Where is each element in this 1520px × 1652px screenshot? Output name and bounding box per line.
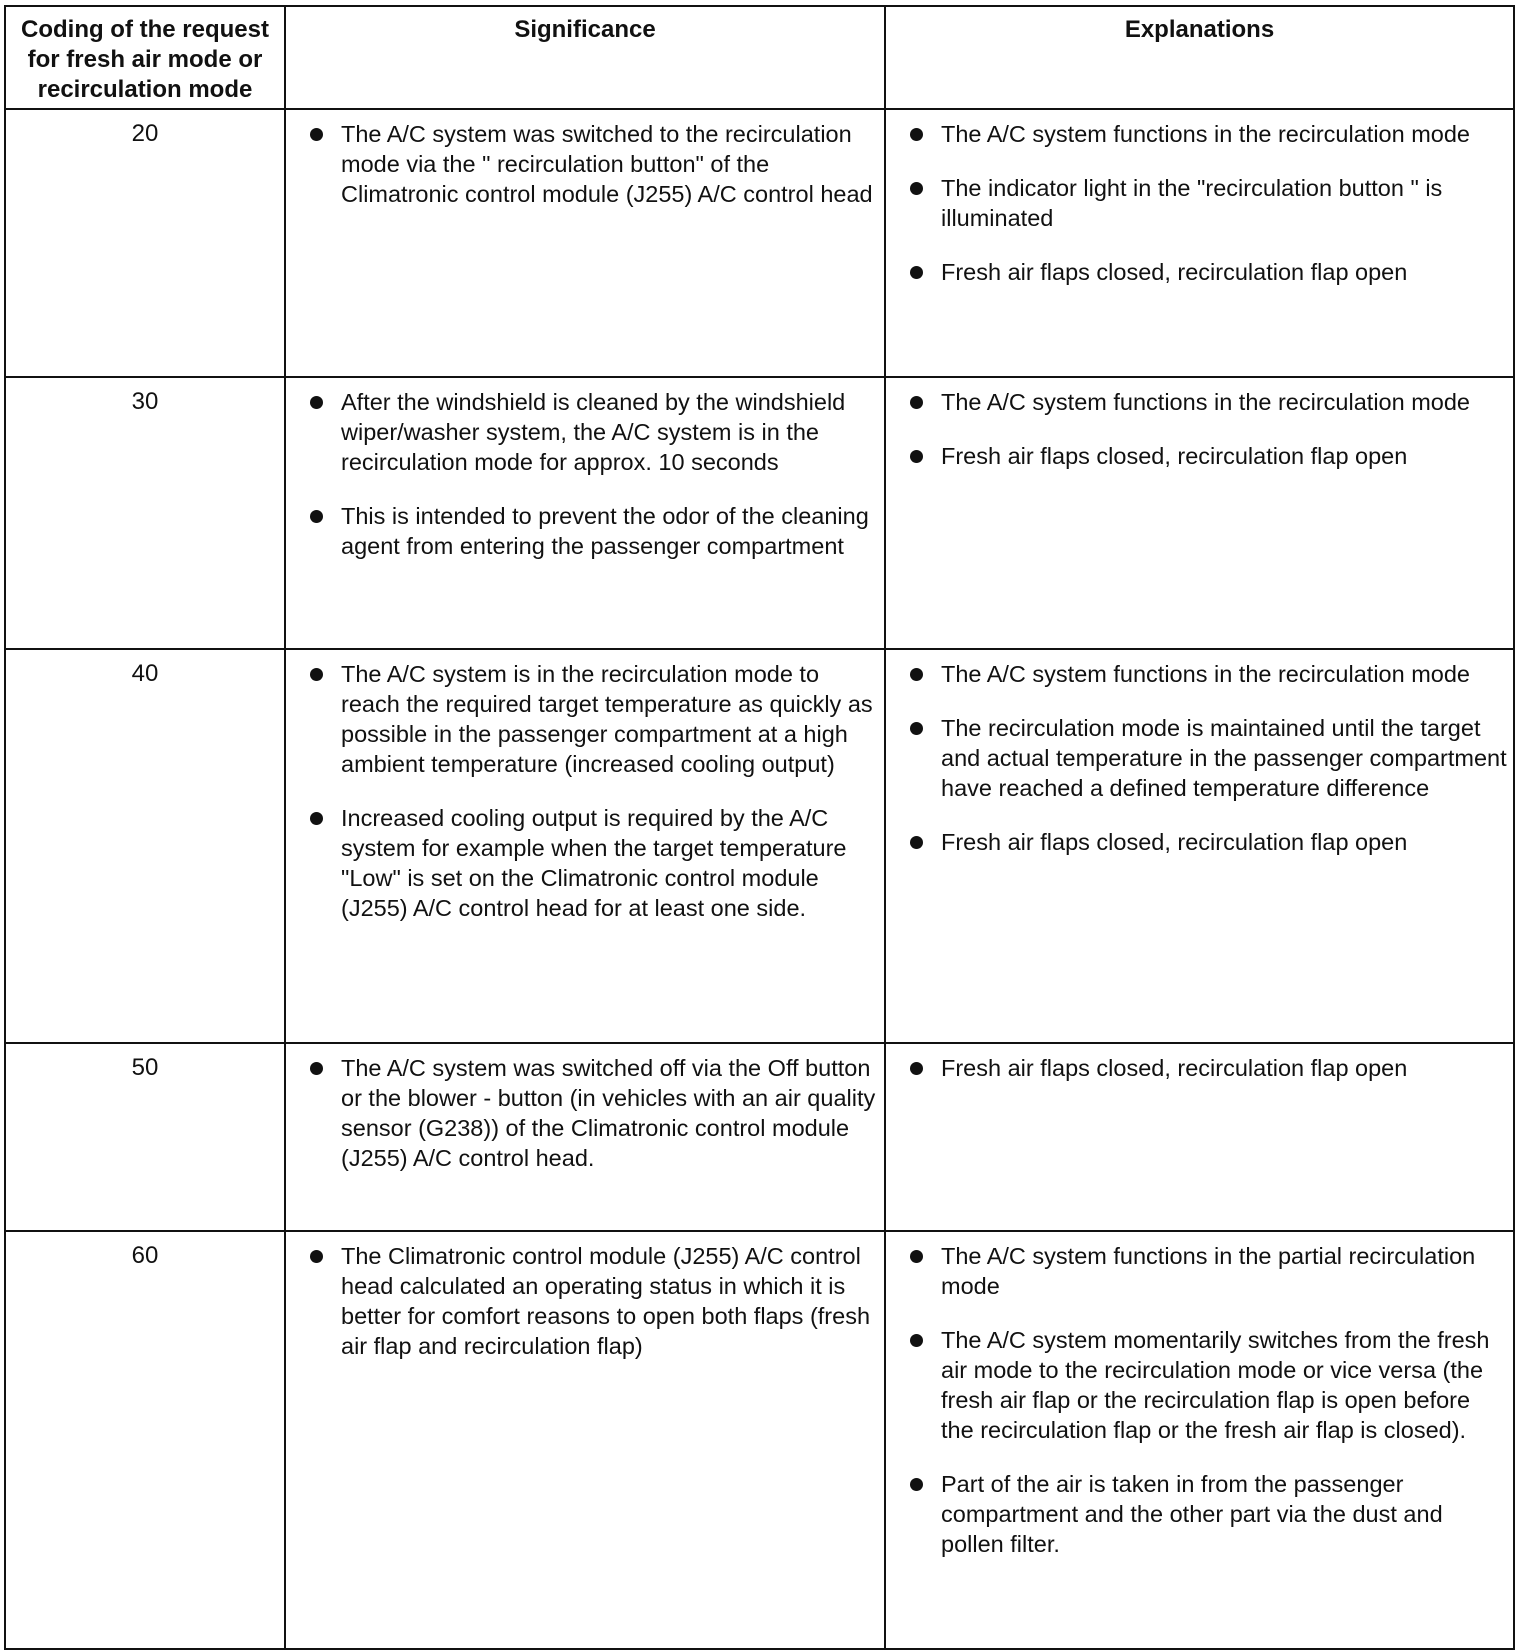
significance-text: The Climatronic control module (J255) A/C control head calculated an operating status in which it is better for comfort reasons to open both flaps (fresh air flap and recirculation flap) (341, 1243, 871, 1359)
significance-text: The A/C system was switched to the recirculation mode via the " recirculation button" of the Climatronic control module (J255) A/C control head (341, 121, 873, 207)
bullet-icon (310, 1062, 323, 1075)
explanations-cell (885, 649, 1514, 1043)
bullet-icon (310, 812, 323, 825)
bullet-icon (310, 510, 323, 523)
bullet-icon (910, 1250, 923, 1263)
coding-value: 60 (5, 1231, 285, 1649)
explanations-text: The A/C system functions in the recirculation mode (941, 389, 1470, 415)
bullet-icon (910, 1334, 923, 1347)
significance-item (286, 387, 884, 477)
explanations-text: Fresh air flaps closed, recirculation flap open (941, 259, 1408, 285)
explanations-text: The indicator light in the "recirculation button " is illuminated (941, 175, 1443, 231)
explanations-text: The recirculation mode is maintained until the target and actual temperature in the passenger compartment have reached a defined temperature difference (941, 715, 1507, 801)
significance-list (286, 1044, 884, 1173)
explanations-cell (885, 109, 1514, 377)
explanations-text: The A/C system functions in the recirculation mode (941, 121, 1470, 147)
significance-item (286, 119, 884, 209)
explanations-text: Fresh air flaps closed, recirculation flap open (941, 829, 1408, 855)
explanations-cell (885, 1043, 1514, 1231)
explanations-item (886, 1053, 1513, 1083)
explanations-cell (885, 1231, 1514, 1649)
bullet-icon (910, 396, 923, 409)
significance-item (286, 1053, 884, 1173)
explanations-item (886, 827, 1513, 857)
table-row (5, 377, 1514, 649)
explanations-text: Fresh air flaps closed, recirculation flap open (941, 443, 1408, 469)
significance-item (286, 501, 884, 561)
explanations-list (886, 110, 1513, 287)
bullet-icon (910, 722, 923, 735)
bullet-icon (910, 836, 923, 849)
significance-cell (285, 1231, 885, 1649)
significance-cell (285, 109, 885, 377)
table-row (5, 1231, 1514, 1649)
explanations-list (886, 378, 1513, 471)
explanations-cell (885, 377, 1514, 649)
explanations-item (886, 1241, 1513, 1301)
bullet-icon (310, 1250, 323, 1263)
bullet-icon (910, 668, 923, 681)
coding-value: 50 (5, 1043, 285, 1231)
explanations-item (886, 387, 1513, 417)
significance-text: The A/C system was switched off via the Off button or the blower - button (in vehicles with an air quality sensor (G238)) of the Climatronic control module (J255) A/C control head. (341, 1055, 876, 1171)
explanations-list (886, 1044, 1513, 1083)
header-significance: Significance (285, 6, 885, 109)
bullet-icon (910, 1478, 923, 1491)
coding-value: 40 (5, 649, 285, 1043)
explanations-item (886, 441, 1513, 471)
bullet-icon (910, 182, 923, 195)
explanations-text: The A/C system functions in the partial recirculation mode (941, 1243, 1476, 1299)
significance-item (286, 1241, 884, 1361)
table-body (5, 109, 1514, 1649)
explanations-item (886, 173, 1513, 233)
explanations-item (886, 713, 1513, 803)
explanations-text: The A/C system momentarily switches from the fresh air mode to the recirculation mode or vice versa (the fresh air flap or the recirculation flap is open before the recirculation flap or the fresh air flap is closed). (941, 1327, 1490, 1443)
bullet-icon (910, 1062, 923, 1075)
explanations-item (886, 1469, 1513, 1559)
table-row (5, 649, 1514, 1043)
header-row (5, 6, 1514, 109)
explanations-text: The A/C system functions in the recirculation mode (941, 661, 1470, 687)
explanations-list (886, 1232, 1513, 1559)
coding-table (4, 5, 1515, 1650)
bullet-icon (310, 128, 323, 141)
table-row (5, 1043, 1514, 1231)
coding-value: 30 (5, 377, 285, 649)
significance-item (286, 803, 884, 923)
significance-text: The A/C system is in the recirculation mode to reach the required target temperature as quickly as possible in the passenger compartment at a high ambient temperature (increased cooling output) (341, 661, 873, 777)
significance-text: Increased cooling output is required by the A/C system for example when the target temperature "Low" is set on the Climatronic control module (J255) A/C control head for at least one side. (341, 805, 847, 921)
significance-item (286, 659, 884, 779)
header-explanations: Explanations (885, 6, 1514, 109)
bullet-icon (910, 450, 923, 463)
significance-cell (285, 1043, 885, 1231)
explanations-item (886, 257, 1513, 287)
significance-list (286, 110, 884, 209)
significance-cell (285, 377, 885, 649)
explanations-text: Fresh air flaps closed, recirculation flap open (941, 1055, 1408, 1081)
significance-list (286, 378, 884, 561)
explanations-item (886, 659, 1513, 689)
table-row (5, 109, 1514, 377)
coding-value: 20 (5, 109, 285, 377)
explanations-list (886, 650, 1513, 857)
explanations-item (886, 1325, 1513, 1445)
bullet-icon (910, 266, 923, 279)
significance-text: After the windshield is cleaned by the windshield wiper/washer system, the A/C system is in the recirculation mode for approx. 10 seconds (341, 389, 846, 475)
header-coding: Coding of the request for fresh air mode or recirculation mode (5, 6, 285, 109)
significance-list (286, 1232, 884, 1361)
explanations-item (886, 119, 1513, 149)
significance-list (286, 650, 884, 923)
significance-text: This is intended to prevent the odor of the cleaning agent from entering the passenger compartment (341, 503, 869, 559)
bullet-icon (310, 396, 323, 409)
bullet-icon (910, 128, 923, 141)
bullet-icon (310, 668, 323, 681)
significance-cell (285, 649, 885, 1043)
explanations-text: Part of the air is taken in from the passenger compartment and the other part via the dust and pollen filter. (941, 1471, 1443, 1557)
